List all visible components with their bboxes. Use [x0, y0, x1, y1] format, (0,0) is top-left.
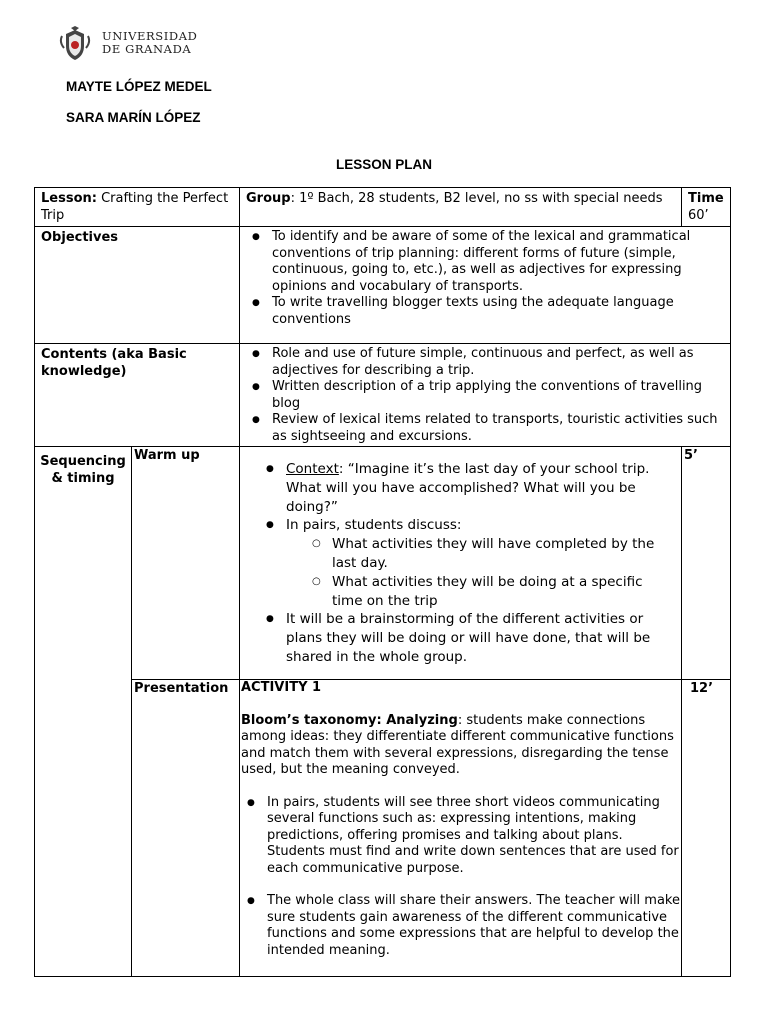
- warmup-sub-item: ○ What activities they will have completed by the last day.: [286, 535, 675, 573]
- presentation-item: ● In pairs, students will see three short videos communicating several functions such as: expressing intentions, making predictions, offering promises and talking about plans. Students must find and write down sentences that are used for each communicative purpose.: [241, 795, 681, 878]
- warmup-time: 5’: [684, 448, 698, 463]
- author-2: SARA MARÍN LÓPEZ: [66, 110, 201, 125]
- warmup-list: [246, 460, 675, 667]
- bloom-paragraph: [241, 713, 681, 779]
- university-name: [102, 30, 197, 56]
- university-name-line1: UNIVERSIDAD: [102, 29, 198, 43]
- warmup-sublist: [286, 535, 675, 610]
- context-label: Context: [286, 461, 339, 477]
- time-value: 60’: [688, 208, 709, 223]
- lesson-value: Crafting the Perfect Trip: [41, 191, 229, 223]
- sequencing-label: Sequencing & timing: [40, 454, 126, 486]
- warmup-label-cell: [131, 446, 240, 680]
- contents-list: [246, 346, 724, 445]
- objectives-label: Objectives: [41, 230, 119, 245]
- warmup-label: Warm up: [134, 448, 200, 463]
- warmup-time-cell: [681, 446, 731, 680]
- warmup-sub-item: ○ What activities they will be doing at a specific time on the trip: [286, 573, 675, 611]
- contents-item: ● Review of lexical items related to transports, touristic activities such as sightseeing and excursions.: [246, 412, 724, 445]
- warmup-brainstorm-item: ● It will be a brainstorming of the different activities or plans they will be doing or will have done, that will be shared in the whole group.: [260, 610, 675, 666]
- contents-label: Contents (aka Basic knowledge): [41, 347, 187, 379]
- time-cell: [681, 187, 731, 227]
- objectives-content-cell: [239, 226, 731, 344]
- pairs-text: In pairs, students discuss:: [286, 517, 462, 534]
- group-value: : 1º Bach, 28 students, B2 level, no ss with special needs: [290, 191, 663, 206]
- university-name-line2: DE GRANADA: [102, 42, 192, 56]
- warmup-pairs-item: [260, 516, 675, 610]
- presentation-content-cell: [239, 679, 682, 977]
- university-logo: [58, 26, 198, 62]
- presentation-list: [241, 795, 681, 878]
- context-text: : “Imagine it’s the last day of your school trip. What will you have accomplished? What will you be doing?”: [286, 461, 650, 515]
- presentation-list-2: [241, 893, 681, 959]
- author-1: MAYTE LÓPEZ MEDEL: [66, 79, 212, 94]
- group-label: Group: [246, 191, 291, 206]
- document-title: LESSON PLAN: [335, 157, 432, 172]
- bloom-label: Bloom’s taxonomy: Analyzing: [241, 712, 458, 728]
- presentation-time: 12’: [690, 681, 714, 696]
- activity-title: ACTIVITY 1: [241, 680, 322, 695]
- contents-label-cell: [34, 343, 240, 447]
- presentation-label-cell: [131, 679, 240, 977]
- university-crest-icon: [58, 26, 92, 62]
- bloom-text: : students make connections among ideas: they differentiate different communicative functions and match them with several expressions, disregarding the tense used, but the meaning conveyed.: [241, 712, 674, 777]
- warmup-content-cell: [239, 446, 682, 680]
- lesson-label: Lesson:: [41, 191, 97, 206]
- objective-item: ● To identify and be aware of some of the lexical and grammatical conventions of trip planning: different forms of future (simple, continuous, going to, etc.), as well as adjectives for expressing opinions and vocabulary of transports.: [246, 229, 724, 295]
- objectives-label-cell: [34, 226, 240, 344]
- objectives-list: [246, 229, 724, 328]
- presentation-item: ● The whole class will share their answers. The teacher will make sure students gain awareness of the different communicative functions and some expressions that are helpful to develop the intended meaning.: [241, 893, 681, 959]
- contents-item: ● Written description of a trip applying the conventions of travelling blog: [246, 379, 724, 412]
- presentation-label: Presentation: [134, 681, 229, 696]
- group-cell: [239, 187, 682, 227]
- contents-content-cell: [239, 343, 731, 447]
- lesson-cell: [34, 187, 240, 227]
- time-label: Time: [688, 191, 724, 206]
- sequencing-label-cell: [34, 446, 132, 977]
- presentation-time-cell: [681, 679, 731, 977]
- warmup-context-item: [260, 460, 675, 516]
- objective-item: ● To write travelling blogger texts using the adequate language conventions: [246, 295, 724, 328]
- contents-item: ● Role and use of future simple, continuous and perfect, as well as adjectives for describing a trip.: [246, 346, 724, 379]
